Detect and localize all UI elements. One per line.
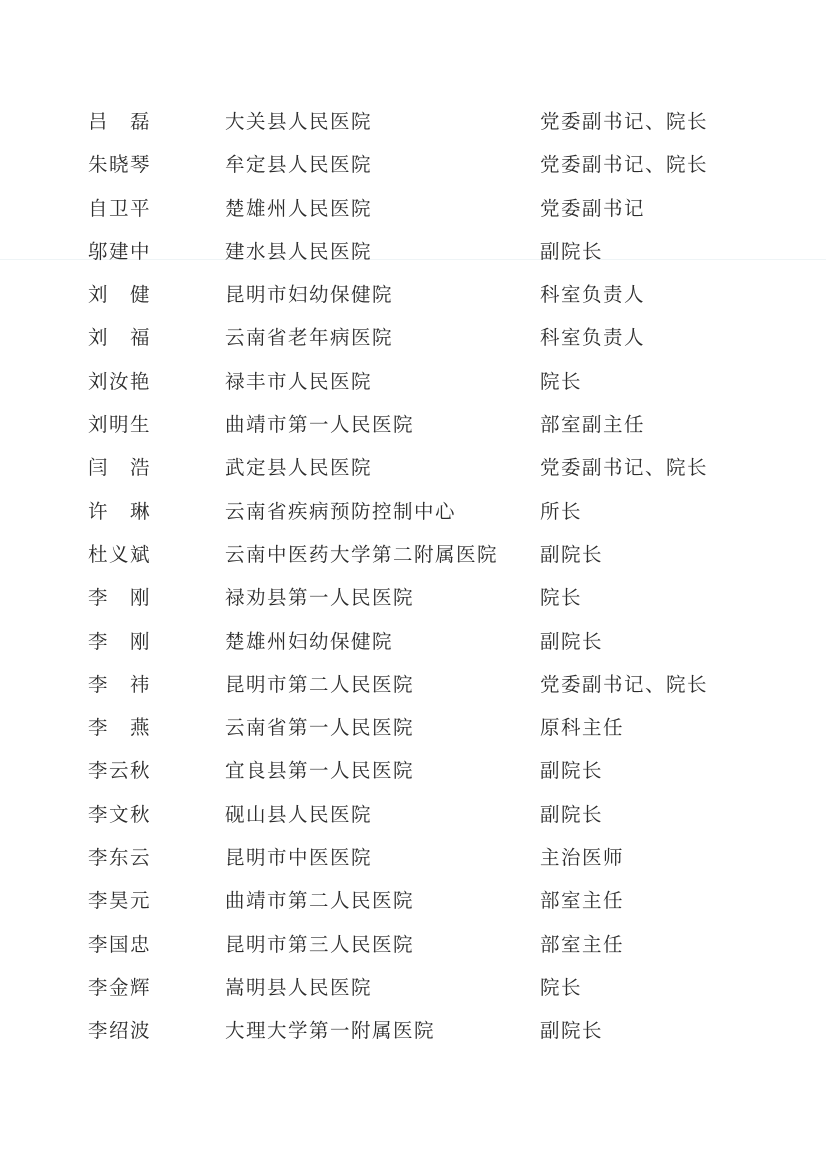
institution: 昆明市第二人民医院 xyxy=(225,672,415,696)
position: 院长 xyxy=(540,975,583,999)
position: 院长 xyxy=(540,586,583,610)
institution: 宜良县第一人民医院 xyxy=(225,759,415,783)
list-row xyxy=(0,143,826,186)
person-name: 邬建中 xyxy=(88,239,152,263)
institution: 曲靖市第二人民医院 xyxy=(225,889,415,913)
institution: 楚雄州人民医院 xyxy=(225,196,373,220)
person-name: 李昊元 xyxy=(88,889,152,913)
list-row xyxy=(0,706,826,749)
person-name: 李东云 xyxy=(88,846,152,870)
list-row xyxy=(0,403,826,446)
position: 副院长 xyxy=(540,239,604,263)
person-name: 许 琳 xyxy=(88,499,152,523)
person-name: 刘 福 xyxy=(88,326,152,350)
position: 主治医师 xyxy=(540,846,625,870)
position: 科室负责人 xyxy=(540,283,646,307)
position: 党委副书记、院长 xyxy=(540,110,709,133)
position: 部室主任 xyxy=(540,932,625,956)
list-row xyxy=(0,620,826,663)
institution: 牟定县人民医院 xyxy=(225,153,373,177)
person-name: 李文秋 xyxy=(88,802,152,826)
position: 党委副书记 xyxy=(540,196,646,220)
list-row xyxy=(0,1009,826,1052)
position: 院长 xyxy=(540,369,583,393)
person-name: 李 祎 xyxy=(88,672,152,696)
position: 副院长 xyxy=(540,802,604,826)
list-row xyxy=(0,533,826,576)
institution: 大关县人民医院 xyxy=(225,110,373,133)
list-row xyxy=(0,576,826,619)
person-name: 刘汝艳 xyxy=(88,369,152,393)
institution: 大理大学第一附属医院 xyxy=(225,1019,436,1043)
person-name: 李绍波 xyxy=(88,1019,152,1043)
list-row xyxy=(0,100,826,143)
personnel-list xyxy=(0,100,826,1053)
institution: 云南省疾病预防控制中心 xyxy=(225,499,457,523)
position: 部室主任 xyxy=(540,889,625,913)
list-row xyxy=(0,663,826,706)
person-name: 自卫平 xyxy=(88,196,152,220)
person-name: 杜义斌 xyxy=(88,542,152,566)
list-row xyxy=(0,490,826,533)
person-name: 朱晓琴 xyxy=(88,153,152,177)
list-row xyxy=(0,879,826,922)
person-name: 李国忠 xyxy=(88,932,152,956)
position: 党委副书记、院长 xyxy=(540,672,709,696)
person-name: 李金辉 xyxy=(88,975,152,999)
person-name: 李 刚 xyxy=(88,629,152,653)
position: 原科主任 xyxy=(540,716,625,740)
list-row xyxy=(0,966,826,1009)
position: 副院长 xyxy=(540,1019,604,1043)
person-name: 吕 磊 xyxy=(88,110,152,133)
position: 党委副书记、院长 xyxy=(540,456,709,480)
institution: 云南省老年病医院 xyxy=(225,326,394,350)
person-name: 李 燕 xyxy=(88,716,152,740)
position: 所长 xyxy=(540,499,583,523)
list-row xyxy=(0,446,826,489)
position: 副院长 xyxy=(540,759,604,783)
person-name: 刘明生 xyxy=(88,413,152,437)
list-row xyxy=(0,836,826,879)
list-row xyxy=(0,230,826,273)
list-row xyxy=(0,923,826,966)
position: 科室负责人 xyxy=(540,326,646,350)
list-row xyxy=(0,273,826,316)
person-name: 李云秋 xyxy=(88,759,152,783)
institution: 云南中医药大学第二附属医院 xyxy=(225,542,499,566)
institution: 砚山县人民医院 xyxy=(225,802,373,826)
institution: 昆明市第三人民医院 xyxy=(225,932,415,956)
institution: 云南省第一人民医院 xyxy=(225,716,415,740)
institution: 嵩明县人民医院 xyxy=(225,975,373,999)
person-name: 闫 浩 xyxy=(88,456,152,480)
institution: 武定县人民医院 xyxy=(225,456,373,480)
person-name: 李 刚 xyxy=(88,586,152,610)
institution: 曲靖市第一人民医院 xyxy=(225,413,415,437)
institution: 禄丰市人民医院 xyxy=(225,369,373,393)
list-row xyxy=(0,793,826,836)
institution: 禄劝县第一人民医院 xyxy=(225,586,415,610)
position: 副院长 xyxy=(540,629,604,653)
institution: 楚雄州妇幼保健院 xyxy=(225,629,394,653)
list-row xyxy=(0,316,826,359)
list-row xyxy=(0,187,826,230)
person-name: 刘 健 xyxy=(88,283,152,307)
position: 党委副书记、院长 xyxy=(540,153,709,177)
list-row xyxy=(0,749,826,792)
position: 部室副主任 xyxy=(540,413,646,437)
institution: 昆明市中医医院 xyxy=(225,846,373,870)
list-row xyxy=(0,360,826,403)
institution: 昆明市妇幼保健院 xyxy=(225,283,394,307)
institution: 建水县人民医院 xyxy=(225,239,373,263)
position: 副院长 xyxy=(540,542,604,566)
